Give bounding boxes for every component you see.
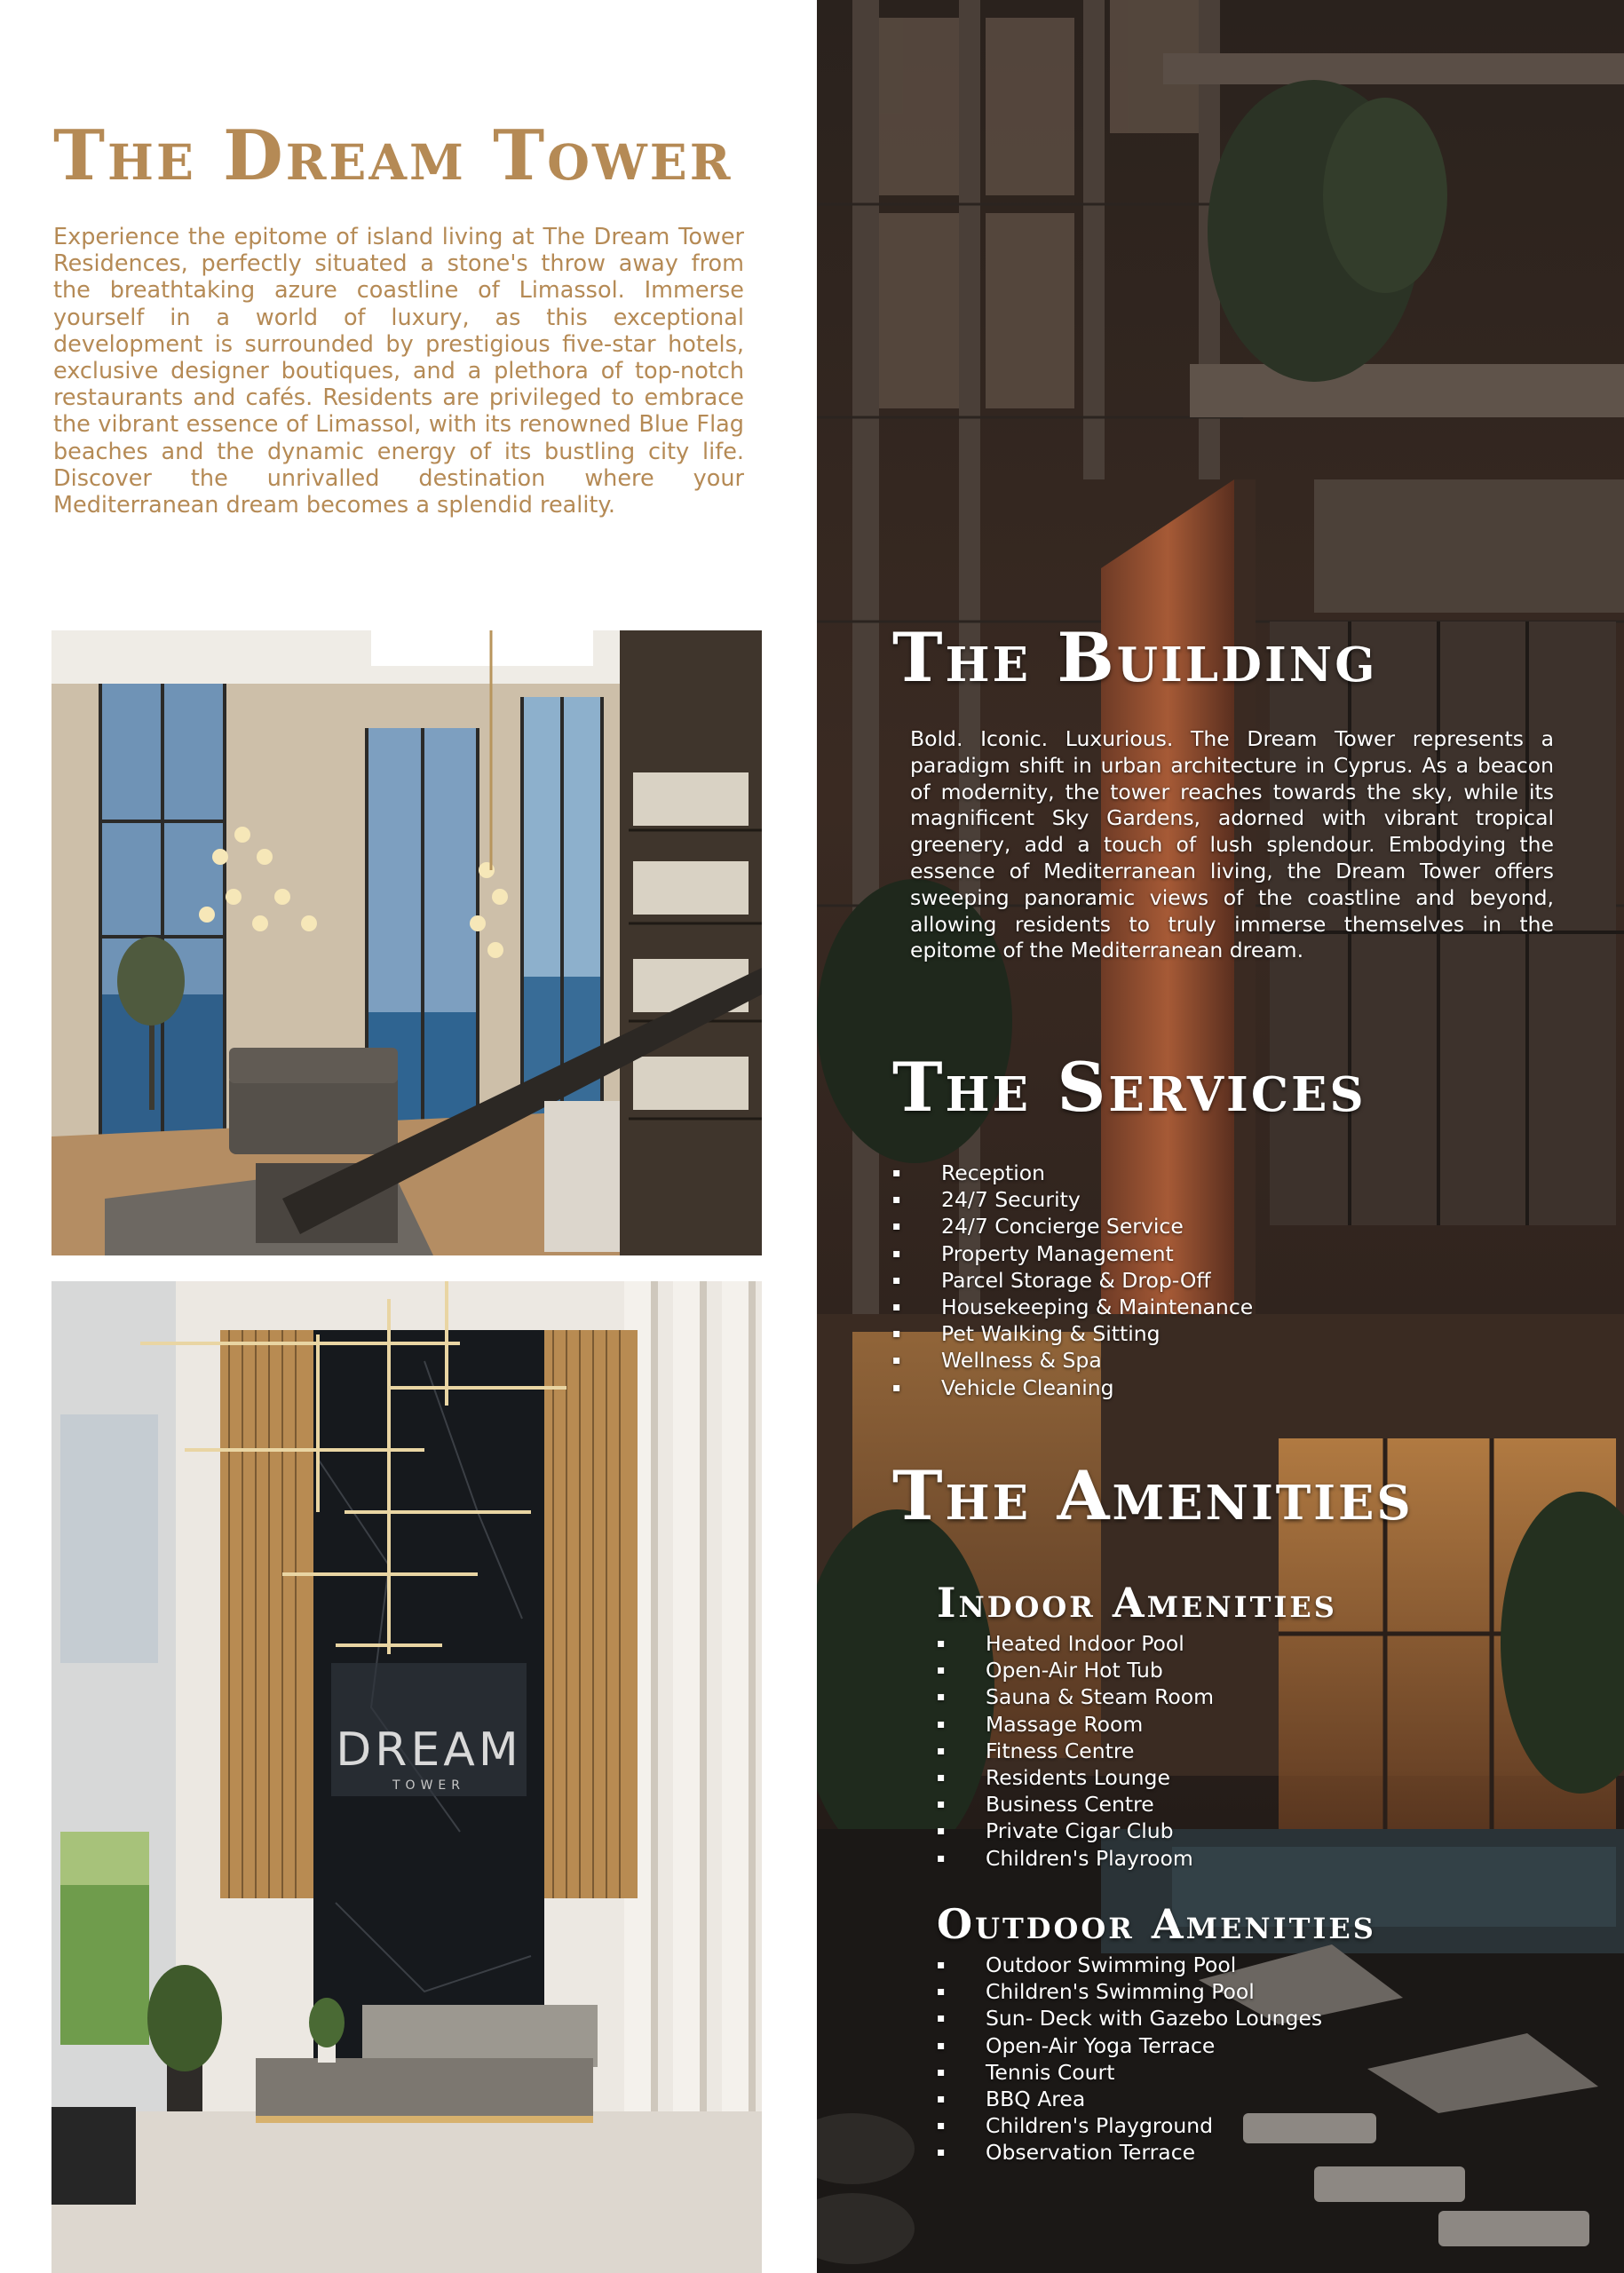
list-item: ▪ Business Centre bbox=[937, 1791, 1214, 1818]
lobby-photo bbox=[51, 1281, 762, 2273]
list-item: ▪ Open-Air Hot Tub bbox=[937, 1657, 1214, 1683]
list-item: ▪ Outdoor Swimming Pool bbox=[937, 1952, 1322, 1978]
list-item: ▪ Sun- Deck with Gazebo Lounges bbox=[937, 2005, 1322, 2031]
list-item: ▪ Private Cigar Club bbox=[937, 1818, 1214, 1844]
list-item: ▪ Open-Air Yoga Terrace bbox=[937, 2032, 1322, 2059]
lobby-illustration bbox=[51, 1281, 762, 2273]
indoor-amenities-list bbox=[937, 1630, 1214, 1872]
list-item: ▪ 24/7 Concierge Service bbox=[892, 1213, 1253, 1239]
building-paragraph: Bold. Iconic. Luxurious. The Dream Tower represents a paradigm shift in urban architecture in Cyprus. As a beacon of modernity, the tower reaches towards the sky, while its magnificent Sky Gardens, adorned with vibrant tropical greenery, add a touch of lush splendour. Embodying the essence of Mediterranean living, the Dream Tower offers sweeping panoramic views of the coastline and beyond, allowing residents to truly immerse themselves in the epitome of the Mediterranean dream. bbox=[910, 726, 1554, 963]
building-heading: The Building bbox=[892, 618, 1378, 697]
lobby-sign-subtext: TOWER bbox=[392, 1778, 465, 1793]
list-item: ▪ Wellness & Spa bbox=[892, 1347, 1253, 1374]
intro-paragraph: Experience the epitome of island living at The Dream Tower Residences, perfectly situated a stone's throw away from the breathtaking azure coastline of Limassol. Immerse yourself in a world of luxury, as this exceptional development is surrounded by prestigious five-star hotels, exclusive designer boutiques, and a plethora of top-notch restaurants and cafés. Residents are privileged to embrace the vibrant essence of Limassol, with its renowned Blue Flag beaches and the dynamic energy of its bustling city life. Discover the unrivalled destination where your Mediterranean dream becomes a splendid reality. bbox=[53, 224, 744, 519]
living-room-photo bbox=[51, 630, 762, 1255]
list-item: ▪ 24/7 Security bbox=[892, 1186, 1253, 1213]
list-item: ▪ Housekeeping & Maintenance bbox=[892, 1294, 1253, 1320]
services-list bbox=[892, 1160, 1253, 1401]
list-item: ▪ Children's Playroom bbox=[937, 1845, 1214, 1872]
list-item: ▪ Property Management bbox=[892, 1240, 1253, 1267]
right-column bbox=[817, 0, 1624, 2273]
list-item: ▪ Sauna & Steam Room bbox=[937, 1683, 1214, 1710]
list-item: ▪ Heated Indoor Pool bbox=[937, 1630, 1214, 1657]
list-item: ▪ Fitness Centre bbox=[937, 1738, 1214, 1764]
list-item: ▪ BBQ Area bbox=[937, 2086, 1322, 2112]
services-heading: The Services bbox=[892, 1048, 1367, 1127]
page-title: The Dream Tower bbox=[53, 115, 733, 196]
list-item: ▪ Reception bbox=[892, 1160, 1253, 1186]
outdoor-amenities-heading: Outdoor Amenities bbox=[937, 1900, 1376, 1948]
list-item: ▪ Tennis Court bbox=[937, 2059, 1322, 2086]
list-item: ▪ Observation Terrace bbox=[937, 2139, 1322, 2166]
list-item: ▪ Vehicle Cleaning bbox=[892, 1374, 1253, 1401]
list-item: ▪ Residents Lounge bbox=[937, 1764, 1214, 1791]
list-item: ▪ Children's Swimming Pool bbox=[937, 1978, 1322, 2005]
outdoor-amenities-list bbox=[937, 1952, 1322, 2166]
amenities-heading: The Amenities bbox=[892, 1456, 1414, 1535]
list-item: ▪ Parcel Storage & Drop-Off bbox=[892, 1267, 1253, 1294]
list-item: ▪ Pet Walking & Sitting bbox=[892, 1320, 1253, 1347]
indoor-amenities-heading: Indoor Amenities bbox=[937, 1579, 1337, 1627]
lobby-sign-text: DREAM bbox=[336, 1723, 522, 1777]
living-room-illustration bbox=[51, 630, 762, 1255]
list-item: ▪ Massage Room bbox=[937, 1711, 1214, 1738]
list-item: ▪ Children's Playground bbox=[937, 2112, 1322, 2139]
